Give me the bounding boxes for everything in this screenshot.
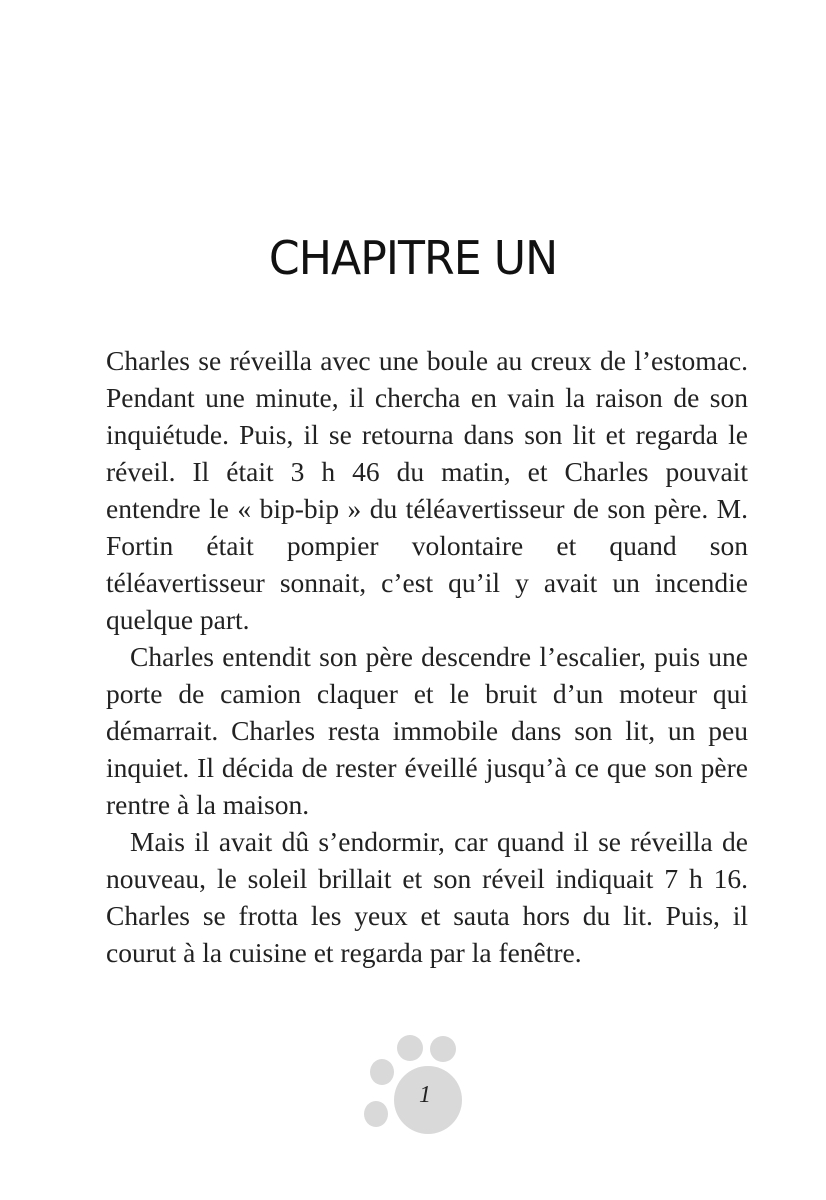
chapter-body	[106, 342, 748, 971]
chapter-title: CHAPITRE UN	[268, 230, 558, 285]
paragraph-1: Charles se réveilla avec une boule au creux de l’estomac. Pendant une minute, il chercha en vain la raison de son inquiétude. Puis, il se retourna dans son lit et regarda le réveil. Il était 3 h 46 du matin, et Charles pouvait entendre le « bip-bip » du téléavertisseur de son père. M. Fortin était pompier volontaire et quand son téléavertisseur sonnait, c’est qu’il y avait un incendie quelque part.	[106, 345, 748, 635]
paragraph-2: Charles entendit son père descendre l’escalier, puis une porte de camion claquer et le bruit d’un moteur qui démarrait. Charles resta immobile dans son lit, un peu inquiet. Il décida de rester éveillé jusqu’à ce que son père rentre à la maison.	[106, 641, 748, 820]
page-folio	[360, 1030, 470, 1140]
page-number: 1	[419, 1082, 431, 1108]
paragraph-3: Mais il avait dû s’endormir, car quand il se réveilla de nouveau, le soleil brillait et son réveil indiquait 7 h 16. Charles se frotta les yeux et sauta hors du lit. Puis, il courut à la cuisine et regarda par la fenêtre.	[106, 826, 748, 968]
